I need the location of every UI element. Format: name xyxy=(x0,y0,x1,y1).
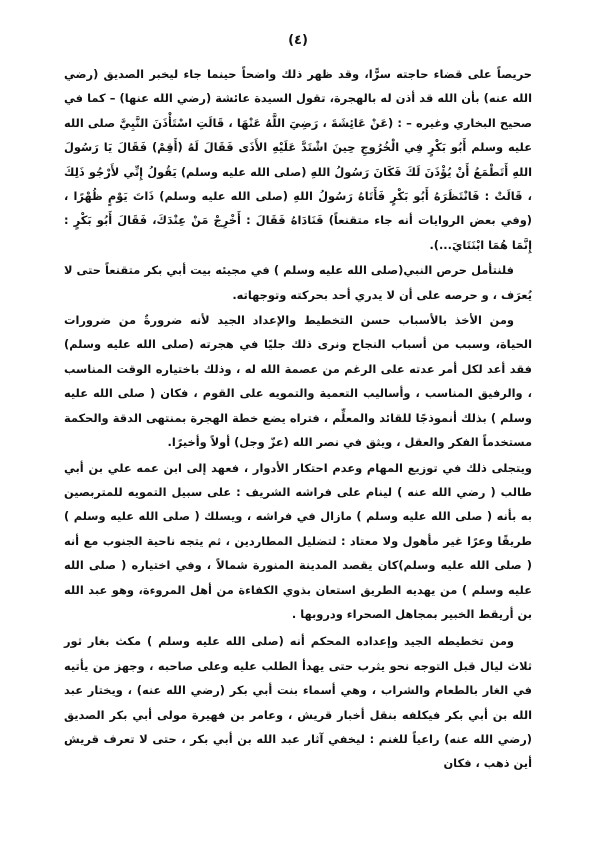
paragraph: ومن الأخذ بالأسباب حسن التخطيط والإعداد الجيد لأنه ضرورةٌ من ضرورات الحياة، وسبب من أسباب النجاح ونرى ذلك جليًا في هجرته (صلى الله عليه وسلم) فقد أعد لكل أمر عدته على الرغم من عصمة الله له ، وذلك باختياره الوقت المناسب ، والرفيق المناسب ، وأساليب التعمية والتمويه على القوم ، فكان ( صلى الله عليه وسلم ) بذلك أنموذجًا للقائد والمعلِّم ، فتراه يضع خطة الهجرة بمنتهى الدقة والحكمة مستخدماً الفكر والعقل ، ويثق في نصر الله (عزّ وجل) أولاً وأخيرًا. xyxy=(64,313,532,450)
page-number: (٤) xyxy=(288,33,308,48)
paragraph: فلنتأمل حرص النبي(صلى الله عليه وسلم ) في مجيئه بيت أبي بكر متقنعاً حتى لا يُعرَف ، و حرصه على أن لا يدري أحد بحركته وتوجهاته. xyxy=(64,263,532,302)
body-text xyxy=(64,62,532,777)
paragraph: ويتجلى ذلك في توزيع المهام وعدم احتكار الأدوار ، فعهد إلى ابن عمه علي بن أبي طالب ( رضي الله عنه ) لينام على فراشه الشريف : على سبيل التمويه للمتربصين به بأنه ( صلى الله عليه وسلم ) مازال في فراشه ، ويسلك ( صلى الله عليه وسلم ) طريقًا وعرًا غير مأهول ولا معتاد : لتضليل المطاردين ، ثم يتجه ناحية الجنوب مع أنه ( صلى الله عليه وسلم)كان يقصد المدينة المنورة شمالاً ، وفي اختياره ( صلى الله عليه وسلم ) من يهديه الطريق استعان بذوي الكفاءة من أهل المروءة، وهو عبد الله بن أريقط الخبير بمجاهل الصحراء ودروبها . xyxy=(64,460,532,621)
paragraph: حريصاً على قضاء حاجته سرًّا، وقد ظهر ذلك واضحاً حينما جاء ليخبر الصديق (رضي الله عنه) بأن الله قد أذن له بالهجرة، تقول السيدة عائشة (رضي الله عنها) – كما في صحيح البخاري وغيره – : (عَنْ عَائِشَةَ ، رَضِيَ اللَّهُ عَنْهَا ، قَالَتِ اسْتَأْذَنَ النَّبِيَّ صلى الله عليه وسلم أَبُو بَكْرٍ فِي الْخُرُوجِ حِينَ اشْتَدَّ عَلَيْهِ الأَذَى فَقَالَ لَهُ (أَقِمْ) فَقَالَ يَا رَسُولَ اللهِ أَتَطْمَعُ أَنْ يُؤْذَنَ لَكَ فَكَانَ رَسُولُ اللهِ (صلى الله عليه وسلم) يَقُولُ إِنِّي لأَرْجُو ذَلِكَ ، قَالَتْ : فَانْتَظَرَهُ أَبُو بَكْرٍ فَأَتَاهُ رَسُولُ اللهِ (صلى الله عليه وسلم) ذَاتَ يَوْمٍ ظُهْرًا ،(وفي بعض الروايات أنه جاء متقنعاً) فَنَادَاهُ فَقَالَ : أَخْرِجْ مَنْ عِنْدَكَ، فَقَالَ أَبُو بَكْرٍ : إِنَّمَا هُمَا ابْنَتَايَ...). xyxy=(64,67,532,252)
paragraph: ومن تخطيطه الجيد وإعداده المحكم أنه (صلى الله عليه وسلم ) مكث بغار ثور ثلاث ليال قبل التوجه نحو يثرب حتى يهدأ الطلب عليه وعلى صاحبه ، وجهز من يأتيه في الغار بالطعام والشراب ، وهي أسماء بنت أبي بكر (رضي الله عنه) ، ويختار عبد الله بن أبي بكر فيكلفه بنقل أخبار قريش ، وعامر بن فهيرة مولى أبي بكر الصديق (رضي الله عنه) راعياً للغنم : ليخفي آثار عبد الله بن أبي بكر ، حتى لا تعرف قريش أين ذهب ، فكان xyxy=(64,634,532,771)
